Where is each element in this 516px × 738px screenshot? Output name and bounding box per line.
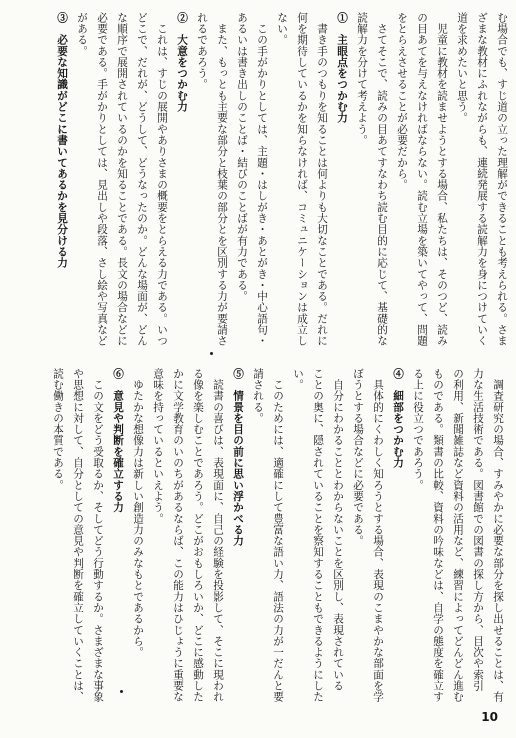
text-line: 請される。 — [252, 368, 264, 424]
text-line: さてそこで、読みの目あてすなわち読む目的に応じて、基礎的な — [376, 12, 388, 347]
lower-text-block — [48, 368, 508, 703]
text-line: の利用、新聞雑誌など資料の活用など、練習によってどんどん進む — [452, 368, 464, 703]
print-speck — [210, 352, 213, 355]
text-line: あるいは書き出しのことば・結びのことばが有力である。 — [236, 12, 248, 302]
text-line: 道を求めたいと思う。 — [456, 12, 468, 124]
text-line: ことの奥に、隠されていることを察知することもできるようにした — [312, 368, 324, 703]
text-line: かに文学教育のいのちがあるならば、この能力はひじょうに重要な — [172, 368, 184, 703]
text-line: また、もっとも主要な部分と枝葉の部分とを区別する力が要請さ — [216, 12, 228, 347]
text-line: をとらえさせることが必要だから。 — [396, 12, 408, 191]
text-line: 調査研究の場合、すみやかに必要な部分を探し出せることは、有 — [492, 368, 504, 703]
upper-text-block — [52, 12, 512, 347]
text-line: れるであろう。 — [196, 12, 208, 91]
text-line: 意味を持っているといえよう。 — [152, 368, 164, 525]
text-line: ものである。類書の比較、資料の吟味などは、自学の態度を確立す — [432, 368, 444, 703]
text-line: ない。 — [276, 12, 288, 46]
text-line: る上に役立つであろう。 — [412, 368, 424, 491]
text-line: 児童に教材を読ませようとする場合、私たちは、そのつど、読み — [436, 12, 448, 347]
text-line: 具体的にくわしく知ろうとする場合、表現のこまやかな部面を学 — [372, 368, 384, 703]
text-line: む場合でも、すじ道の立った理解ができることも考えられる。さま — [496, 12, 508, 347]
text-line: これは、すじの展開やありさまの概要をとらえる力である。いつ — [156, 12, 168, 347]
section-heading: ③ 必要な知識がどこに書いてあるかを見分ける力 — [56, 12, 68, 269]
text-line: る像を楽しむことであろう。どこがおもしろいか、どこに感動した — [192, 368, 204, 703]
section-heading: ⑥ 意見や判断を確立する力 — [112, 368, 124, 513]
text-line: がある。 — [76, 12, 88, 57]
text-line: の目あてを与えなければならない。読む立場を築いてやって、問題 — [416, 12, 428, 347]
section-heading: ④ 細部をつかむ力 — [392, 368, 404, 469]
section-heading: ① 主眼点をつかむ力 — [336, 12, 348, 124]
text-line: や思想に対して、自分としての意見や判断を確立していくことは、 — [72, 368, 84, 703]
text-line: い。 — [292, 368, 304, 391]
text-line: ざまな教材にふれながらも、連続発展する読解力を身につけていく — [476, 12, 488, 347]
text-line: このためには、適確にして豊富な語い力、語法の力が一だんと要 — [272, 368, 284, 703]
text-line: 必要である。手がかりとしては、見出しや段落、さし絵や写真など — [96, 12, 108, 347]
text-line: ゆたかな想像力は新しい創造力のみなもとであるから。 — [132, 368, 144, 658]
text-line: 読書の喜びは、表現面に、自己の経験を投影して、そこに現われ — [212, 368, 224, 703]
section-heading: ② 大意をつかむ力 — [176, 12, 188, 113]
text-line: この手がかりとしては、主題・はしがき・あとがき・中心語句・ — [256, 12, 268, 347]
text-line: どこで、だれが、どうして、どうなったのか。どんな場面が、どん — [136, 12, 148, 347]
page-number: 10 — [481, 710, 498, 724]
text-line: 何を期待しているかを知らなければ、コミュニケーションは成立し — [296, 12, 308, 347]
section-heading: ⑤ 情景を目の前に思い浮かべる力 — [232, 368, 244, 547]
print-speck — [120, 690, 123, 693]
text-line: 自分にわかることとわからないことを区別し、表現されている — [332, 368, 344, 692]
text-line: 力な生活技術である。図書館での図書の探し方から、目次や索引 — [472, 368, 484, 692]
text-line: 書き手のつもりを知ることは何よりも大切なことである。だれに — [316, 12, 328, 347]
text-line: 読解力を分けて考えよう。 — [356, 12, 368, 146]
text-line: ぼうとする場合などに必要である。 — [352, 368, 364, 547]
text-line: 読む働きの本質である。 — [52, 368, 64, 491]
text-line: この文をどう受取るか、そしてどう行動するか。さまざまな事象 — [92, 368, 104, 703]
text-line: な順序で展開されているのかを知ることである。長文の場合などに — [116, 12, 128, 347]
